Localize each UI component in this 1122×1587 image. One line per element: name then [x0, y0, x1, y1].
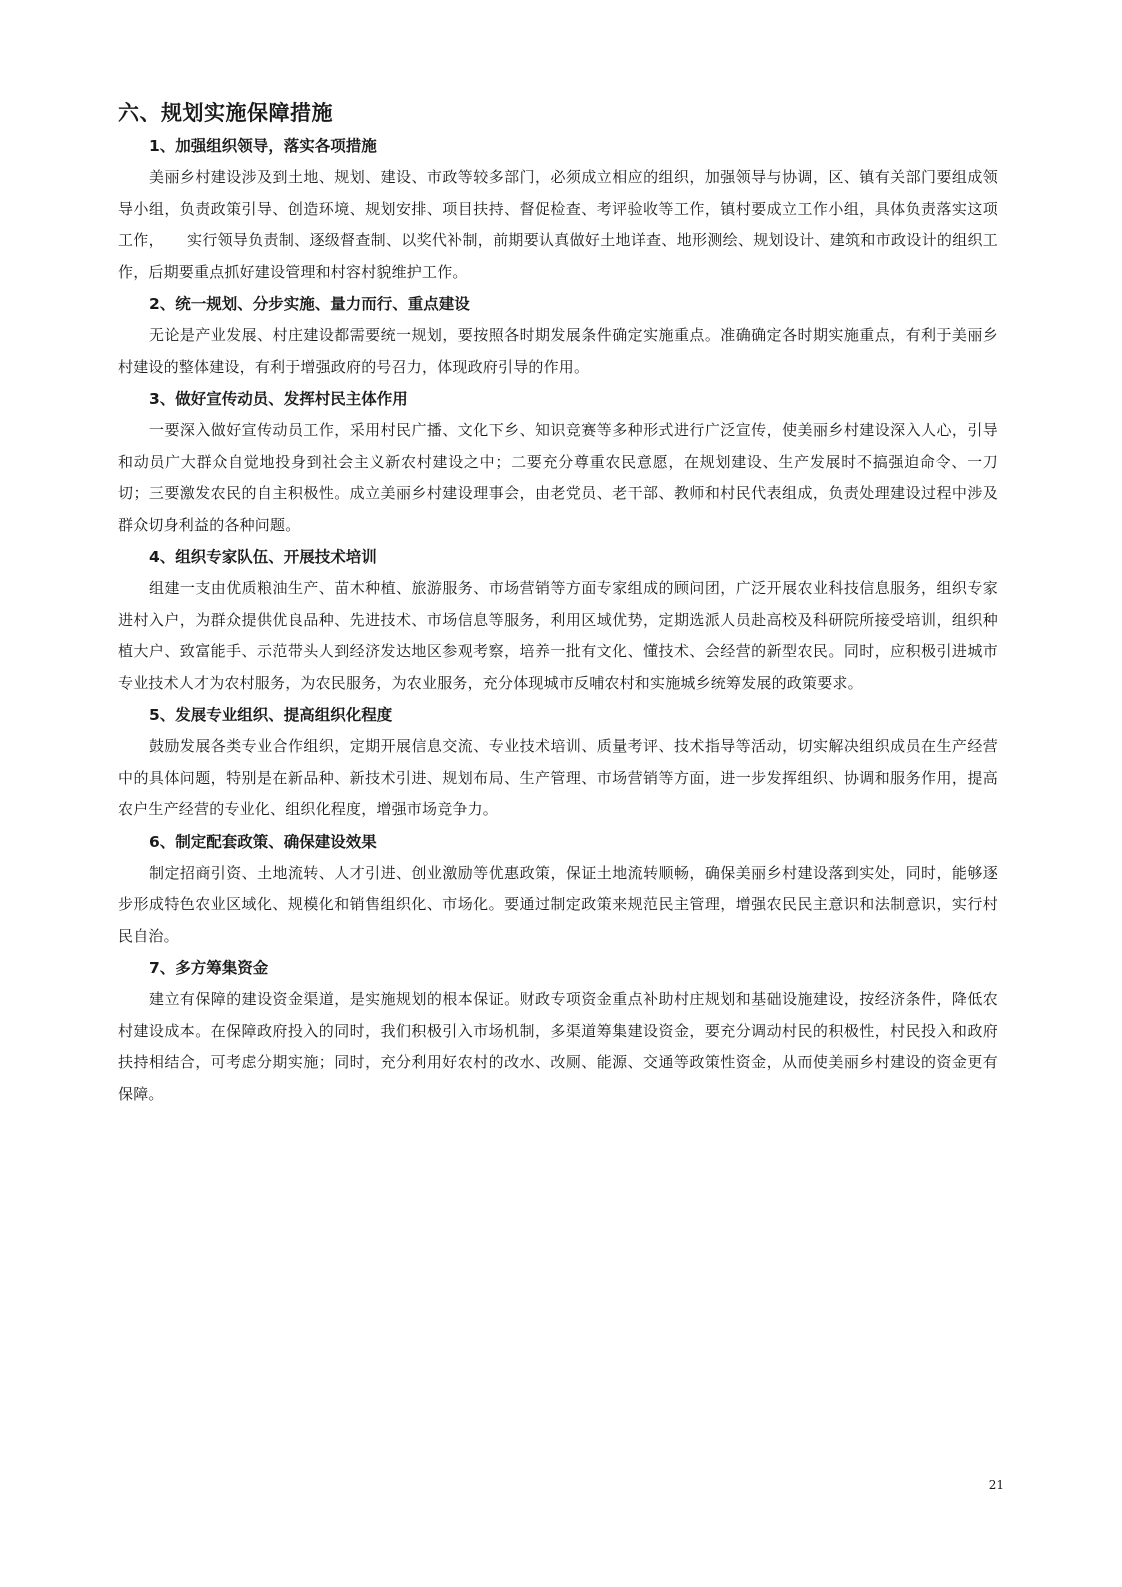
- section-7: [118, 952, 998, 1110]
- section-title: 3、做好宣传动员、发挥村民主体作用: [149, 390, 408, 408]
- section-4: [118, 541, 998, 699]
- section-title: 1、加强组织领导，落实各项措施: [149, 137, 377, 155]
- section-1: [118, 130, 998, 288]
- section-6: [118, 826, 998, 953]
- section-title: 4、组织专家队伍、开展技术培训: [149, 548, 377, 566]
- section-5: [118, 699, 998, 826]
- section-body: 一要深入做好宣传动员工作，采用村民广播、文化下乡、知识竞赛等多种形式进行广泛宣传，使美丽乡村建设深入人心，引导和动员广大群众自觉地投身到社会主义新农村建设之中；二要充分尊重农民意愿，在规划建设、生产发展时不搞强迫命令、一刀切；三要激发农民的自主积极性。成立美丽乡村建设理事会，由老党员、老干部、教师和村民代表组成，负责处理建设过程中涉及群众切身利益的各种问题。: [118, 421, 998, 534]
- section-title: 2、统一规划、分步实施、量力而行、重点建设: [149, 295, 470, 313]
- section-body: 建立有保障的建设资金渠道，是实施规划的根本保证。财政专项资金重点补助村庄规划和基础设施建设，按经济条件，降低农村建设成本。在保障政府投入的同时，我们积极引入市场机制，多渠道筹集建设资金，要充分调动村民的积极性，村民投入和政府扶持相结合，可考虑分期实施；同时，充分利用好农村的改水、改厕、能源、交通等政策性资金，从而使美丽乡村建设的资金更有保障。: [118, 990, 998, 1103]
- section-title: 5、发展专业组织、提高组织化程度: [149, 706, 393, 724]
- section-body: 组建一支由优质粮油生产、苗木种植、旅游服务、市场营销等方面专家组成的顾问团，广泛开展农业科技信息服务，组织专家进村入户，为群众提供优良品种、先进技术、市场信息等服务，利用区域优势，定期选派人员赴高校及科研院所接受培训，组织种植大户、致富能手、示范带头人到经济发达地区参观考察，培养一批有文化、懂技术、会经营的新型农民。同时，应积极引进城市专业技术人才为农村服务，为农民服务，为农业服务，充分体现城市反哺农村和实施城乡统筹发展的政策要求。: [118, 579, 998, 692]
- section-body: 美丽乡村建设涉及到土地、规划、建设、市政等较多部门，必须成立相应的组织，加强领导与协调，区、镇有关部门要组成领导小组，负责政策引导、创造环境、规划安排、项目扶持、督促检查、考评验收等工作，镇村要成立工作小组，具体负责落实这项工作， 实行领导负责制、逐级督查制、以奖代补制，前期要认真做好土地详查、地形测绘、规划设计、建筑和市政设计的组织工作，后期要重点抓好建设管理和村容村貌维护工作。: [118, 168, 998, 281]
- page-number: 21: [988, 1478, 1004, 1492]
- section-body: 无论是产业发展、村庄建设都需要统一规划，要按照各时期发展条件确定实施重点。准确确定各时期实施重点，有利于美丽乡村建设的整体建设，有利于增强政府的号召力，体现政府引导的作用。: [118, 326, 998, 376]
- section-body: 制定招商引资、土地流转、人才引进、创业激励等优惠政策，保证土地流转顺畅，确保美丽乡村建设落到实处，同时，能够逐步形成特色农业区域化、规模化和销售组织化、市场化。要通过制定政策来规范民主管理，增强农民民主意识和法制意识，实行村民自治。: [118, 863, 998, 945]
- section-2: [118, 288, 998, 383]
- section-title: 6、制定配套政策、确保建设效果: [149, 832, 377, 851]
- chapter-heading: 六、规划实施保障措施: [118, 101, 333, 125]
- page-content: [118, 98, 998, 1110]
- section-3: [118, 383, 998, 541]
- section-body: 鼓励发展各类专业合作组织，定期开展信息交流、专业技术培训、质量考评、技术指导等活动，切实解决组织成员在生产经营中的具体问题，特别是在新品种、新技术引进、规划布局、生产管理、市场营销等方面，进一步发挥组织、协调和服务作用，提高农户生产经营的专业化、组织化程度，增强市场竞争力。: [118, 737, 998, 818]
- section-title: 7、多方筹集资金: [149, 959, 269, 977]
